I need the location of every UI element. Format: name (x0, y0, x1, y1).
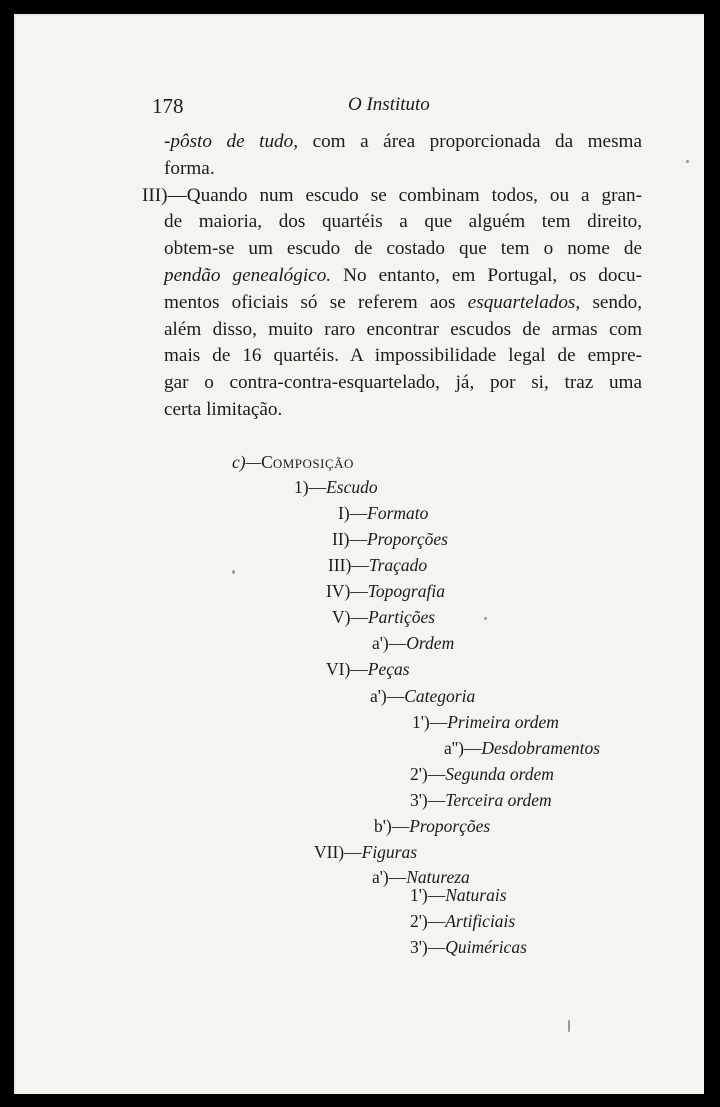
outline-item (338, 502, 428, 524)
section-title-cap: C (261, 452, 273, 472)
outline-text: Ordem (406, 633, 455, 653)
outline-label: a')— (372, 633, 407, 653)
outline-label: I)— (338, 503, 368, 523)
outline-item (332, 606, 435, 628)
outline-item (410, 884, 507, 906)
text-line: mais de 16 quartéis. A impossibilidade legal de empre- (164, 345, 642, 367)
outline-label: 3')— (410, 937, 446, 957)
paper-speck (484, 617, 487, 620)
outline-text: Proporções (409, 816, 491, 836)
outline-text: Proporções (366, 529, 448, 549)
outline-item (370, 685, 475, 707)
outline-text: Segunda ordem (445, 764, 554, 784)
outline-text: Natureza (406, 867, 470, 887)
italic-phrase: esquartelados, (467, 291, 581, 313)
outline-item (444, 737, 600, 759)
outline-item (410, 763, 554, 785)
section-marker: c)— (232, 452, 262, 472)
outline-label: V)— (332, 607, 368, 627)
outline-text: Escudo (326, 477, 378, 497)
outline-text: Traçado (368, 555, 428, 575)
outline-item (294, 476, 378, 498)
outline-label: 1')— (412, 712, 448, 732)
outline-item (410, 936, 527, 958)
outline-text: Artificiais (445, 911, 516, 931)
outline-text: Primeira ordem (447, 712, 559, 732)
outline-label: VI)— (326, 659, 368, 679)
outline-text: Figuras (361, 842, 418, 862)
outline-text: Desdobramentos (481, 738, 601, 758)
italic-phrase: pendão genealógico. (164, 264, 332, 286)
outline-text: Formato (367, 503, 429, 523)
italic-phrase: -pôsto de tudo, (164, 131, 299, 152)
paper-speck (568, 1020, 570, 1032)
outline-label: a')— (370, 686, 405, 706)
outline-item (374, 815, 490, 837)
book-page (14, 14, 704, 1094)
text-line: obtem-se um escudo de costado que tem o nome de (164, 238, 642, 260)
outline-text: Peças (367, 659, 410, 679)
outline-item (328, 554, 427, 576)
text-line: certa limitação. (164, 398, 283, 420)
text-line: além disso, muito raro encontrar escudos de armas com (164, 318, 642, 340)
outline-label: 1)— (294, 477, 327, 497)
outline-label: II)— (332, 529, 367, 549)
text-run: sendo, (580, 291, 643, 313)
outline-label: IV)— (326, 581, 368, 601)
outline-label: 1')— (410, 885, 446, 905)
outline-item (410, 910, 515, 932)
text-line: III)—Quando num escudo se combinam todos, ou a gran- (142, 184, 642, 206)
outline-text: Naturais (445, 885, 507, 905)
outline-item (412, 711, 559, 733)
outline-label: 2')— (410, 764, 446, 784)
outline-text: Topografia (367, 581, 445, 601)
outline-text: Categoria (404, 686, 476, 706)
outline-item (326, 580, 445, 602)
outline-text: Quiméricas (445, 937, 527, 957)
outline-item (332, 528, 448, 550)
section-title-small: OMPOSIÇÃO (272, 456, 354, 471)
outline-label: a')— (372, 867, 407, 887)
running-title: O Instituto (348, 94, 430, 115)
text-run: No entanto, em Portugal, os docu- (331, 264, 642, 286)
composition-outline (14, 14, 704, 1094)
paper-speck (686, 160, 689, 163)
outline-item (314, 841, 417, 863)
outline-item (326, 658, 410, 680)
outline-label: III)— (328, 555, 369, 575)
outline-section-heading (232, 451, 354, 475)
outline-label: b')— (374, 816, 410, 836)
outline-text: Terceira ordem (445, 790, 552, 810)
outline-item (372, 632, 454, 654)
text-line: de maioria, dos quartéis a que alguém tem direito, (164, 211, 642, 233)
text-run: mentos oficiais só se referem aos (164, 291, 468, 313)
paper-speck (232, 570, 235, 574)
text-line: gar o contra-contra-esquartelado, já, por si, traz uma (164, 372, 642, 394)
page-number: 178 (152, 94, 184, 118)
outline-label: 3')— (410, 790, 446, 810)
text-line: forma. (164, 157, 215, 179)
outline-text: Partições (367, 607, 436, 627)
outline-item (410, 789, 552, 811)
outline-label: VII)— (314, 842, 362, 862)
text-run: com a área proporcionada da mesma (298, 131, 642, 152)
outline-label: 2')— (410, 911, 446, 931)
outline-label: a'')— (444, 738, 482, 758)
